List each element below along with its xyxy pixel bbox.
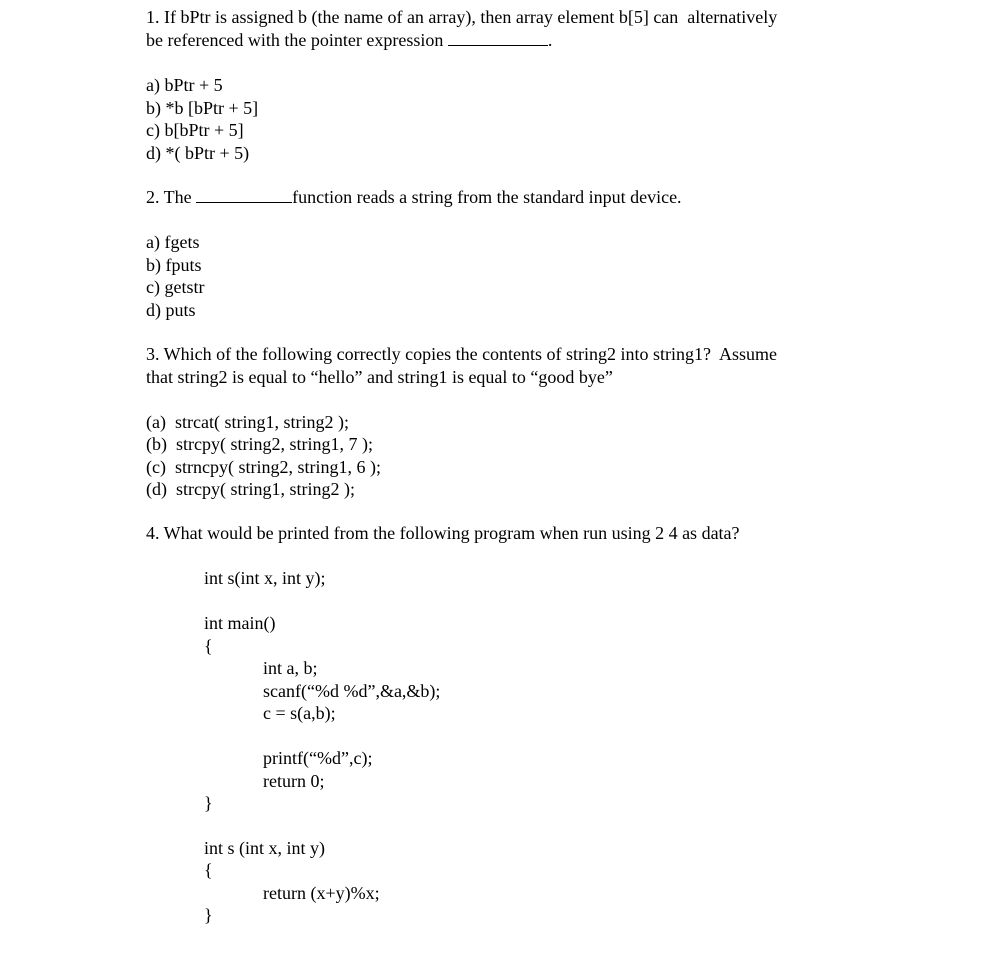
q2-option-d: d) puts (146, 300, 196, 320)
code-main-signature: int main() (204, 613, 276, 633)
code-return-zero: return 0; (263, 771, 325, 791)
code-s-signature: int s (int x, int y) (204, 838, 325, 858)
q3-option-b: (b) strcpy( string2, string1, 7 ); (146, 434, 373, 454)
q3-option-a: (a) strcat( string1, string2 ); (146, 412, 349, 432)
code-s-open-brace: { (204, 860, 213, 880)
q1-line2-end: . (547, 30, 553, 50)
q1-option-a: a) bPtr + 5 (146, 75, 223, 95)
code-prototype: int s(int x, int y); (204, 568, 326, 588)
code-scanf: scanf(“%d %d”,&a,&b); (263, 681, 441, 701)
q1-answer-blank (448, 29, 548, 46)
q1-line2-text: be referenced with the pointer expression (146, 30, 448, 50)
q1-line1: 1. If bPtr is assigned b (the name of an array), then array element b[5] can alternatively (146, 7, 778, 27)
q2-prefix: 2. The (146, 187, 197, 207)
q3-option-d: (d) strcpy( string1, string2 ); (146, 479, 355, 499)
q3-line2: that string2 is equal to “hello” and string1 is equal to “good bye” (146, 367, 613, 387)
q1-option-c: c) b[bPtr + 5] (146, 120, 244, 140)
code-main-open-brace: { (204, 636, 213, 656)
q3-line1: 3. Which of the following correctly copies the contents of string2 into string1? Assume (146, 344, 778, 364)
q2-option-a: a) fgets (146, 232, 200, 252)
code-declaration: int a, b; (263, 658, 318, 678)
code-s-close-brace: } (204, 905, 213, 925)
q2-suffix: function reads a string from the standard input device. (292, 187, 682, 207)
q2-line (146, 186, 682, 208)
q4-question: 4. What would be printed from the following program when run using 2 4 as data? (146, 523, 740, 543)
q1-line2 (146, 29, 552, 51)
code-main-close-brace: } (204, 793, 213, 813)
q3-option-c: (c) strncpy( string2, string1, 6 ); (146, 457, 381, 477)
code-assignment: c = s(a,b); (263, 703, 336, 723)
q2-option-b: b) fputs (146, 255, 202, 275)
code-s-return: return (x+y)%x; (263, 883, 380, 903)
q2-answer-blank (196, 186, 292, 203)
q1-option-d: d) *( bPtr + 5) (146, 143, 250, 163)
q1-option-b: b) *b [bPtr + 5] (146, 98, 259, 118)
code-printf: printf(“%d”,c); (263, 748, 373, 768)
q2-option-c: c) getstr (146, 277, 205, 297)
